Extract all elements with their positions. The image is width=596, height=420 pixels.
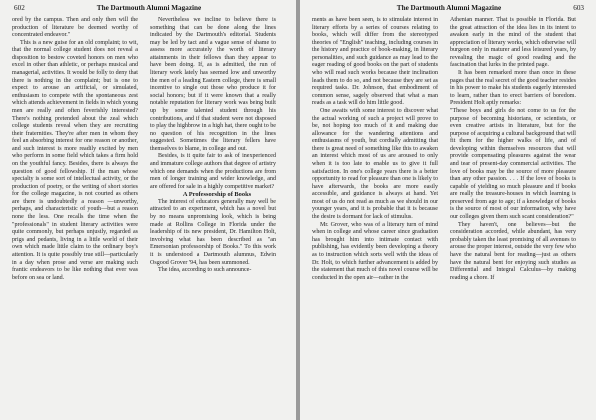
section-heading: A Professorship of Books (182, 191, 252, 199)
left-page (0, 0, 296, 420)
text-column (450, 17, 576, 282)
running-title: The Dartmouth Alumni Magazine (96, 4, 202, 12)
running-header (314, 4, 584, 14)
paragraph: Athenian manner. That is possible in Florida. But the great attraction of the idea lies in its intent to awaken early in the mind of the student that appreciation of literary works, which otherwise will burgeon only in maturer and less leisured years, by revealing the magic of good reading and the fascination that lurks in the printed page. (450, 17, 576, 69)
paragraph: Besides, is it quite fair to ask of inexperienced and immature college authors that degree of artistry which one demands when the productions are from men of longer training and wider knowledge, and are offered for sale in a highly competitive market? (150, 153, 276, 190)
paragraph: The idea, according to such announce- (158, 267, 252, 274)
paragraph: ored by the campus. Then and only then will the production of literature be deemed worthy of concentrated endeavor." (12, 17, 138, 39)
text-column (12, 17, 138, 282)
right-page (300, 0, 596, 420)
paragraph: Nevertheless we incline to believe there is something that can be done along the lines indicated by the Dartmouth's editorial. Students may be led by tact and a vague sense of shame to assess more accurately the worth of literary attainments in their fellows than they appear to have been doing. If, as is admitted, the run of literary work lately has seemed low and unworthy the men of a leading Eastern college, there is small incentive to single out those who produce it for social honors; but if it were known that a really notable reputation for literary work was being built up by some talented student through his contributions, and if that student were not disposed to play the highbrow in a high hat, there ought to be no question of his recognition in the lines suggested. Sometimes the literary fellers have themselves to blame, in college and out. (150, 17, 276, 152)
text-column (312, 17, 438, 282)
paragraph: ments as have been seen, is to stimulate interest in literary efforts by a series of courses relating to books, which will differ from the stereotyped theories of "English" teaching, including courses in the history and practice of book-making, in literary personalities, and such guidance as may lead to the eager reading of good books on the part of students who will read such works because their inclination leads them to do so, and not because they are set as required tasks. Dr. Johnson, that embodiment of common sense, sagely observed that what a man reads as a task will do him little good. (312, 17, 438, 107)
page-number: 603 (573, 4, 584, 12)
paragraph: One awaits with some interest to discover what the actual working of such a project will prove to be, not hoping too much of it and making due allowance for the wandering attentions and enthusiasms of youth, but cordially admitting that there is great need of something like this to awaken an interest which most of us are aroused to only when it is too late to enable us to give it full satisfaction. In one's college years there is a better opportunity to read for pleasure than one is likely to have afterwards, the books are more easily accessible, and guidance is always at hand. Yet most of us do not read as much as we should in our younger years, and it is probable that it is because the desire is dormant for lack of stimulus. (312, 107, 438, 221)
paragraph: They haven't, one believes—but the consideration accorded, while abundant, has very probably taken the least promising of all avenues to arouse the proper interest, outside the very few who have the natural bent for reading—just as others have the natural bent for enjoying such studies as Differential and Integral Calculus—by making reading a chore. If (450, 221, 576, 281)
paragraph: The interest of educators generally may well be attracted to an experiment, which has a novel but by no means unpromising look, which is being made at Rollins College in Florida under the leadership of its new president, Dr. Hamilton Holt, involving what has been described as "an Emersonian professorship of Books." To this work it is understood a Dartmouth alumnus, Edwin Osgood Grover '94, has been summoned. (150, 198, 276, 266)
running-title: The Dartmouth Alumni Magazine (396, 4, 502, 12)
paragraph: "These boys and girls do not come to us for the purpose of becoming historians, or scientists, or even creative artists in literature, but for the purpose of acquiring a cultural background that will fit them for the higher walks of life, and of developing within themselves resources that will provide compensating pleasures against the wear and tear of present-day commercial activities. The love of books may be the source of more pleasure than any other passion. . . . If the love of books is capable of yielding so much pleasure and if books are really the treasure-houses in which learning is preserved from age to age; if a knowledge of books is the source of most of our information, why have our colleges given them such scant consideration?" (450, 107, 576, 221)
page-number: 602 (14, 4, 25, 12)
running-header (14, 4, 284, 14)
paragraph: Mr. Grover, who was of a literary turn of mind when in college and whose career since graduation has brought him into intimate contact with publishing, has evidently been developing a theory as to instruction which sorts well with the ideas of Dr. Holt, to which further advancement is added by the statement that much of this novel course will be conducted in the open air—rather in the (312, 221, 438, 281)
text-column (150, 17, 276, 275)
paragraph: It has been remarked more than once in these pages that the real secret of the good teacher resides in his power to make his students eagerly interested to learn, rather than to erect barriers of boredom. President Holt aptly remarks: (450, 70, 576, 107)
paragraph: This is a new guise for an old complaint; to wit, that the normal college student does not reveal a disposition to bestow coveted honors on men who excel in other than athletic, or perhaps musical and managerial, activities. It would be folly to deny that there is nothing in the complaint; but is one to expect to arouse an artificial, or simulated, enthusiasm to compete with the spontaneous zest which attends achievement in fields in which young men are really and often feverishly interested? There's nothing pretended about the zeal which college students reveal when they are recruiting their fraternities. They're after men in whom they feel an absorbing interest for one reason or another, and such interest is more readily excited by men who perform in some field which takes a firm hold on the youthful fancy. Besides, there is always the question of good fellowship. If the man whose specialty is some sort of intellectual activity, or the production of poetry, or the writing of short stories for the college magazine, is not courted as others are there is undoubtedly a reason —unworthy, perhaps, and characteristic of youth—but a reason none the less. One recalls the time when the "professionals" in student literary activities were quite commonly, but perhaps unjustly, regarded as prigs and pedants, living in a little world of their own which made little claim to the ordinary boy's attention. It is quite possibly true still—particularly in a day when prose and verse are making such frantic endeavors to be like nothing that ever was before on sea or land. (12, 39, 138, 281)
